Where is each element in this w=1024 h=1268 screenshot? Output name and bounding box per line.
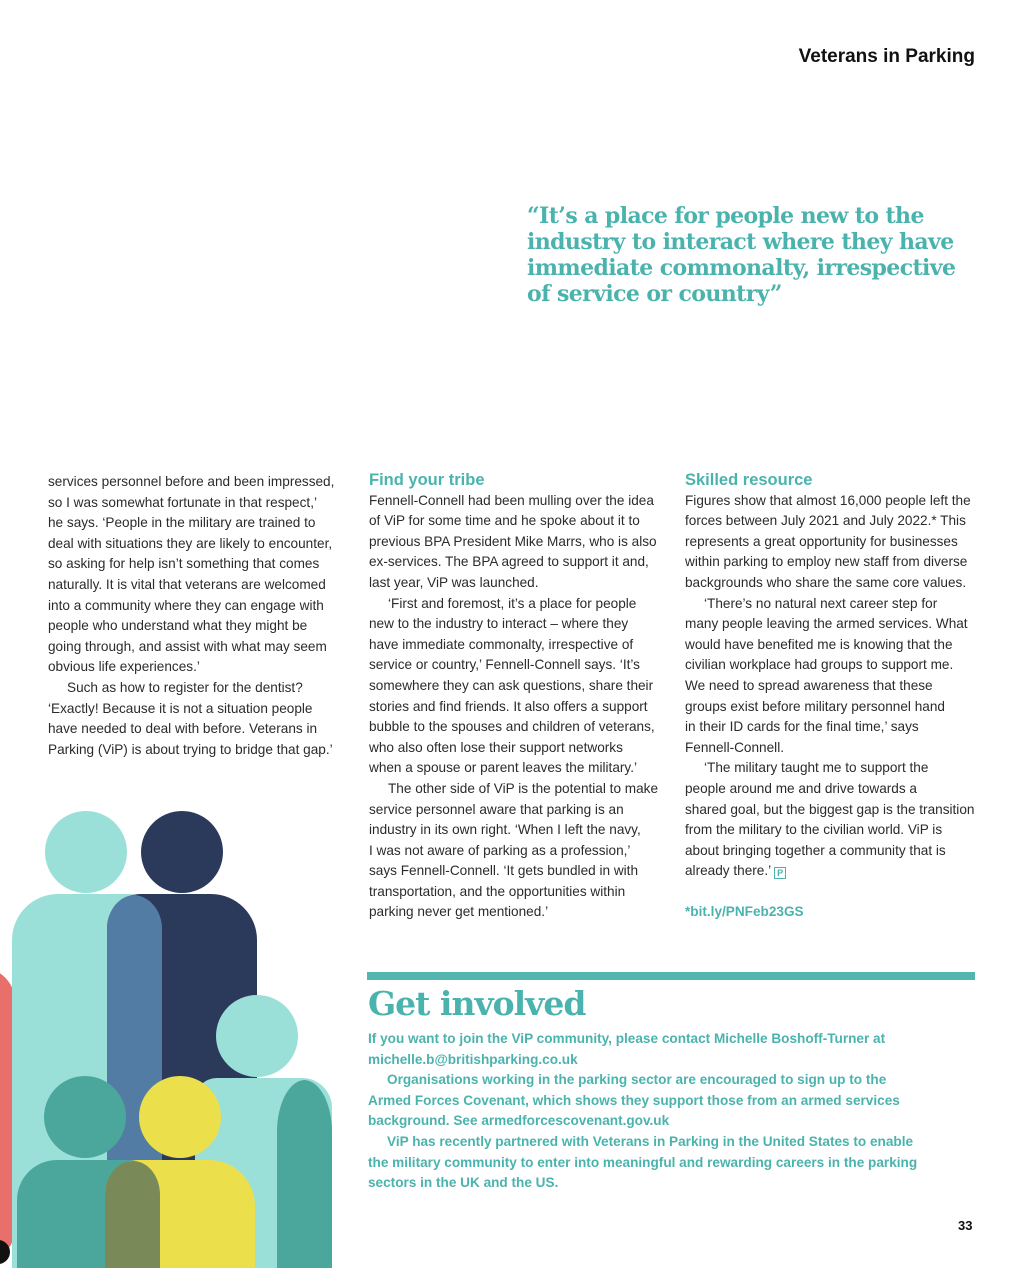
text-line (48, 740, 334, 761)
people-illustration (0, 800, 340, 1268)
text-line (48, 513, 334, 534)
text: Figures show that almost 16,000 people left the (685, 492, 971, 508)
text: background. See (368, 1113, 482, 1129)
text-line (368, 1173, 917, 1194)
text: forces between July 2021 and July 2022.* This (685, 513, 966, 529)
pull-quote-line: “It’s a place for people new to the (527, 203, 924, 229)
section-divider-bar (367, 972, 975, 980)
text-line (369, 511, 658, 532)
text: ‘There’s no natural next career step for (704, 595, 938, 611)
text: obvious life experiences.’ (48, 659, 200, 675)
text-line (685, 614, 974, 635)
article-column-2 (369, 470, 658, 923)
text-line (48, 678, 334, 699)
article-column-3 (685, 470, 974, 923)
section-title: Veterans in Parking (798, 46, 975, 67)
text: naturally. It is vital that veterans are welcomed (48, 576, 326, 592)
text-line (369, 717, 658, 738)
text: already there.’ (685, 863, 772, 879)
text: Organisations working in the parking sector are encouraged to sign up to the (387, 1072, 887, 1088)
text: We need to spread awareness that these (685, 677, 933, 693)
text: he says. ‘People in the military are trained to (48, 515, 316, 531)
text-line (369, 676, 658, 697)
text: previous BPA President Mike Marrs, who is also (369, 533, 657, 549)
text: from the military to the civilian world. ViP is (685, 822, 943, 838)
text-line (369, 779, 658, 800)
text: services personnel before and been impressed, (48, 474, 335, 489)
text-line (48, 719, 334, 740)
text-line (48, 534, 334, 555)
text-line (369, 697, 658, 718)
text-line (48, 657, 334, 678)
text: of ViP for some time and he spoke about it to (369, 513, 640, 529)
text: says Fennell-Connell. ‘It gets bundled in with (369, 863, 639, 879)
text: within parking to employ new staff from diverse (685, 554, 968, 570)
text-line (48, 699, 334, 720)
text-line (369, 800, 658, 821)
text: Fennell-Connell had been mulling over the idea (369, 492, 654, 508)
text-line (685, 676, 974, 697)
text-line (685, 697, 974, 718)
text-line (48, 472, 334, 493)
text-line (369, 552, 658, 573)
text-line (48, 596, 334, 617)
subheading: Skilled resource (685, 471, 813, 489)
get-involved-text (368, 1029, 917, 1194)
text-line (368, 1070, 917, 1091)
source-link[interactable]: *bit.ly/PNFeb23GS (685, 904, 804, 920)
get-involved-heading: Get involved (368, 984, 586, 1023)
text: ViP has recently partnered with Veterans in Parking in the United States to enable (387, 1133, 914, 1149)
text-line (369, 655, 658, 676)
text-line (685, 717, 974, 738)
text-line (48, 575, 334, 596)
text-line (685, 594, 974, 615)
text-line (685, 902, 974, 923)
text: Fennell-Connell. (685, 739, 784, 755)
text-line (369, 882, 658, 903)
pull-quote (527, 203, 967, 307)
text: industry in its own right. ‘When I left the navy, (369, 822, 641, 838)
pull-quote-line: of service or country” (527, 281, 782, 307)
text: in their ID cards for the final time,’ says (685, 719, 919, 735)
text-line (368, 1132, 917, 1153)
text: service personnel aware that parking is an (369, 801, 624, 817)
text-line (369, 738, 658, 759)
text: deal with situations they are likely to encounter, (48, 535, 333, 551)
text-line (685, 820, 974, 841)
text: Such as how to register for the dentist? (67, 679, 303, 695)
text-line (48, 493, 334, 514)
text: backgrounds who share the same core values. (685, 574, 967, 590)
text-line (369, 758, 658, 779)
figure-head (141, 811, 223, 893)
text: people around me and drive towards a (685, 780, 917, 796)
pull-quote-line: industry to interact where they have (527, 229, 954, 255)
website-link[interactable]: armedforcescovenant.gov.uk (481, 1113, 670, 1129)
figure-head (139, 1076, 221, 1158)
figure-head (44, 1076, 126, 1158)
text: transportation, and the opportunities within (369, 883, 626, 899)
text-line (685, 552, 974, 573)
text-line (685, 532, 974, 553)
subheading: Find your tribe (369, 471, 485, 489)
text-line (48, 637, 334, 658)
text: ‘The military taught me to support the (704, 760, 929, 776)
text: parking never get mentioned.’ (369, 904, 549, 920)
text: have needed to deal with before. Veterans in (48, 721, 318, 737)
text-line (685, 882, 974, 903)
text: many people leaving the armed services. What (685, 616, 968, 632)
text: ex-services. The BPA agreed to support it and, (369, 554, 649, 570)
text: Parking (ViP) is about trying to bridge that gap.’ (48, 741, 333, 757)
text: civilian workplace had groups to support me. (685, 657, 954, 673)
text: Armed Forces Covenant, which shows they support those from an armed services (368, 1092, 900, 1108)
text: who also often lose their support networks (369, 739, 623, 755)
text-line (369, 635, 658, 656)
text: the military community to enter into meaningful and rewarding careers in the parking (368, 1154, 918, 1170)
text-line (368, 1029, 917, 1050)
text: about bringing together a community that is (685, 842, 946, 858)
text-line (48, 554, 334, 575)
text: The other side of ViP is the potential to make (388, 780, 659, 796)
text-line (685, 655, 974, 676)
text: so asking for help isn’t something that comes (48, 556, 320, 572)
text-line (369, 614, 658, 635)
text: when a spouse or parent leaves the military.’ (369, 760, 637, 776)
email-link[interactable]: michelle.b@britishparking.co.uk (368, 1051, 578, 1067)
text: bubble to the spouses and children of veterans, (369, 719, 655, 735)
text-line (685, 800, 974, 821)
text-line (369, 820, 658, 841)
page-number: 33 (958, 1218, 973, 1233)
text: stories and find friends. It also offers a support (369, 698, 648, 714)
figure-head (45, 811, 127, 893)
text: somewhere they can ask questions, share their (369, 677, 654, 693)
text: represents a great opportunity for businesses (685, 533, 958, 549)
text: groups exist before military personnel hand (685, 698, 945, 714)
text-line (685, 841, 974, 862)
text-line (369, 491, 658, 512)
text-line (368, 1111, 917, 1132)
text: would have benefited me is knowing that the (685, 636, 953, 652)
text-line (685, 738, 974, 759)
text-line (685, 491, 974, 512)
end-mark-icon: P (774, 867, 786, 879)
text-line (369, 532, 658, 553)
text-line (369, 594, 658, 615)
text: shared goal, but the biggest gap is the transition (685, 801, 975, 817)
figure-head (216, 995, 298, 1077)
text: ‘Exactly! Because it is not a situation people (48, 700, 313, 716)
text-line (369, 573, 658, 594)
text: have immediate commonalty, irrespective of (369, 636, 634, 652)
figure-overlap (105, 1161, 160, 1268)
text-line (368, 1153, 917, 1174)
text-line (369, 861, 658, 882)
text-line (369, 902, 658, 923)
text-line (369, 841, 658, 862)
text: going through, and assist with what may seem (48, 638, 327, 654)
article-column-1 (48, 472, 334, 760)
text-line (685, 511, 974, 532)
text-line (368, 1091, 917, 1112)
text: service or country,’ Fennell-Connell says. ‘It’s (369, 657, 640, 673)
text-line (368, 1050, 917, 1071)
text-line (369, 470, 658, 491)
text-line (685, 861, 974, 882)
text-line (48, 616, 334, 637)
text: people who understand what they might be (48, 618, 308, 634)
text-line (685, 758, 974, 779)
text: ‘First and foremost, it’s a place for people (388, 595, 637, 611)
text-line (685, 470, 974, 491)
text-line (685, 635, 974, 656)
text: last year, ViP was launched. (369, 574, 539, 590)
text: sectors in the UK and the US. (368, 1175, 559, 1191)
text-line (685, 573, 974, 594)
figure-arm (277, 1080, 332, 1268)
text: new to the industry to interact – where they (369, 616, 629, 632)
text-line (685, 779, 974, 800)
text: I was not aware of parking as a profession,’ (369, 842, 631, 858)
text: into a community where they can engage with (48, 597, 324, 613)
text: so I was somewhat fortunate in that respect,’ (48, 494, 317, 510)
pull-quote-line: immediate commonalty, irrespective (527, 255, 956, 281)
text: If you want to join the ViP community, please contact Michelle Boshoff-Turner at (368, 1031, 886, 1046)
